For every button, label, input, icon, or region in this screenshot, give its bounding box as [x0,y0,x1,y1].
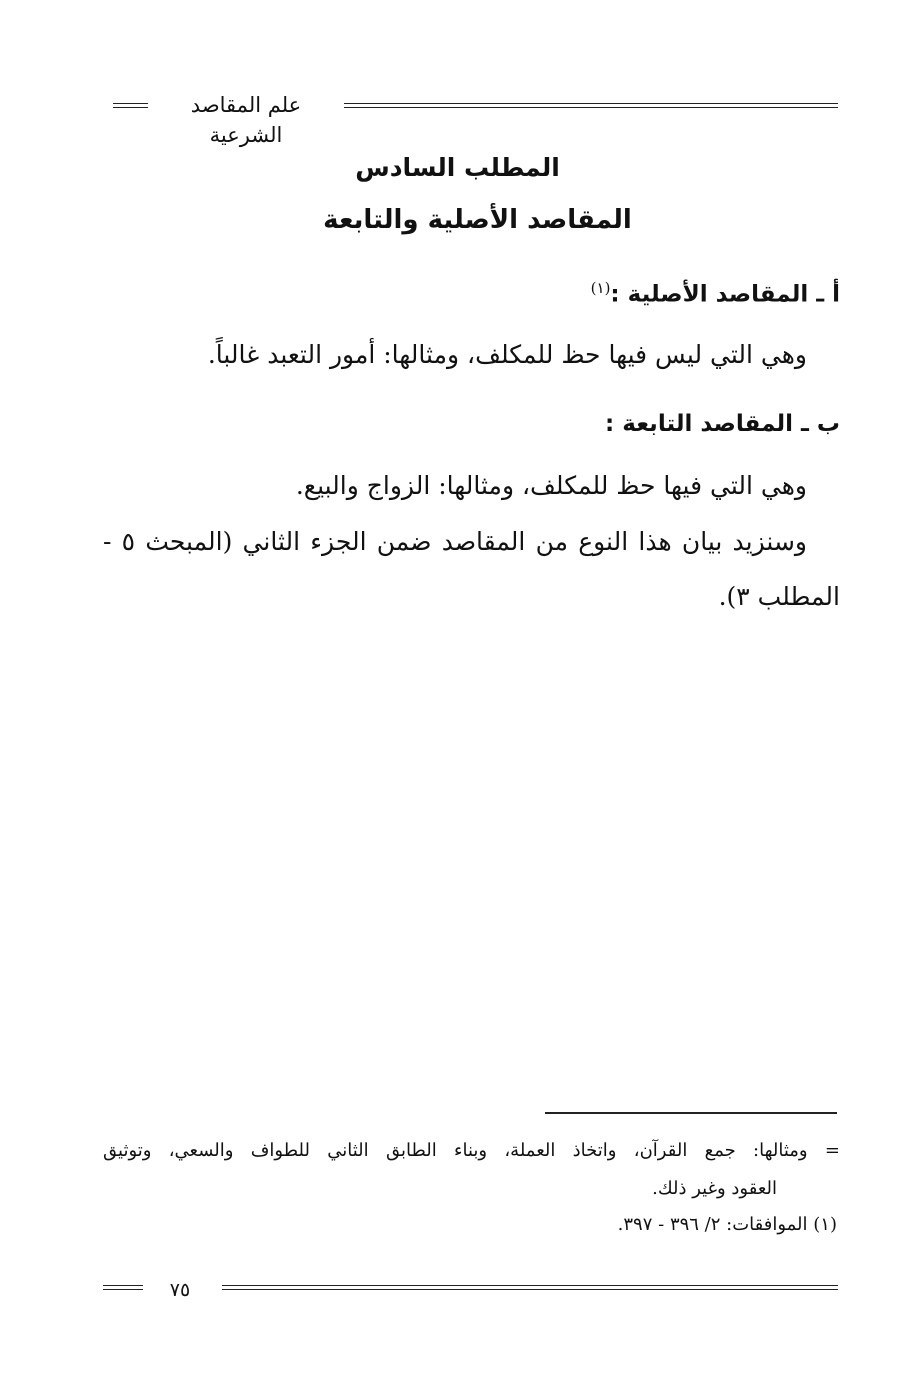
closing-line-1: وسنزيد بيان هذا النوع من المقاصد ضمن الجزء الثاني (المبحث ٥ - [103,527,807,556]
running-header [0,90,915,147]
page-number: ٧٥ [169,1279,191,1301]
part-a-heading-text: أ ـ المقاصد الأصلية : [610,281,840,308]
closing-line-2: المطلب ٣). [718,582,840,611]
footer-rule-right [222,1285,838,1290]
header-rule-left [113,103,148,108]
section-title: المطلب السادس [355,153,560,182]
footnote-1: (١) الموافقات: ٢/ ٣٩٦ - ٣٩٧. [617,1214,837,1235]
footnote-ref-1: (١) [590,279,611,297]
part-a-text: وهي التي ليس فيها حظ للمكلف، ومثالها: أمور التعبد غالباً. [207,340,807,369]
part-b-text: وهي التي فيها حظ للمكلف، ومثالها: الزواج والبيع. [295,471,807,500]
footer-rule-left [103,1285,143,1290]
footnote-continuation-line-1: = ومثالها: جمع القرآن، واتخاذ العملة، وبناء الطابق الثاني للطواف والسعي، وتوثيق [103,1140,840,1161]
part-a-heading [591,268,840,315]
footnote-separator [545,1112,837,1114]
section-subtitle: المقاصد الأصلية والتابعة [323,205,632,235]
header-rule-right [344,103,838,108]
part-b-heading: ب ـ المقاصد التابعة : [605,411,840,437]
footnote-continuation-line-2: العقود وغير ذلك. [652,1178,777,1199]
running-title: علم المقاصد الشرعية [190,93,302,147]
